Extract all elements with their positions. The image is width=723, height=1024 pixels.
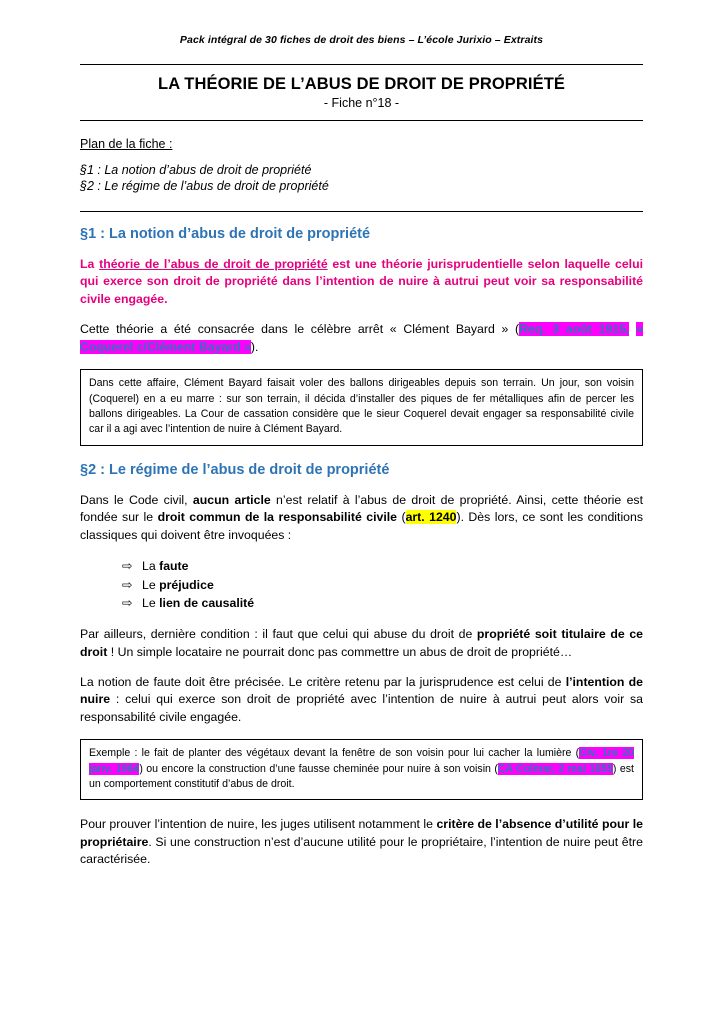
s2-p1-b: aucun article: [192, 492, 271, 507]
s2-p4-b: critère de l’absence d’utilité pour le propriétaire: [80, 817, 643, 849]
plan-heading: Plan de la fiche :: [80, 137, 173, 151]
list-item: [122, 576, 643, 595]
example-text-a: Exemple : le fait de planter des végétaux devant la fenêtre de son voisin pour lui cacher la lumière (: [89, 747, 580, 760]
case-summary-box: Dans cette affaire, Clément Bayard faisait voler des ballons dirigeables depuis son terrain. Un jour, son voisin (Coquerel) en a eu marre : sur son terrain, il décida d’installer des piques de fer métalliques afin de percer les ballons dirigeables. La Cour de cassation considère que le sieur Coquerel devait engager sa responsabilité civile car il a agi avec l’intention de nuire à Clément Bayard.: [80, 369, 643, 445]
case-reference-2a: Civ. 1re 20: [579, 747, 634, 760]
case-reference-1b: « Coquerel c/Clément Bayard »: [80, 322, 644, 354]
list-item: [122, 557, 643, 576]
arrow-right-icon: ⇨: [122, 559, 133, 574]
condition-2-label: préjudice: [159, 577, 214, 592]
section-1-paragraph-2: [80, 321, 643, 356]
case-reference-2b: janv. 1964: [89, 762, 140, 775]
section-2-paragraph-3: [80, 674, 643, 726]
s2-p3-a: La notion de faute doit être précisée. Le critère retenu par la jurisprudence est celui de: [80, 675, 566, 690]
plan-item-2: §2 : Le régime de l’abus de droit de propriété: [80, 179, 329, 193]
definition-lead: La: [80, 257, 100, 271]
section-1-definition: [80, 256, 643, 308]
section-2-paragraph-1: [80, 492, 643, 544]
section-1-heading: §1 : La notion d’abus de droit de propriété: [80, 226, 371, 242]
conditions-list: [80, 557, 643, 613]
s2-p3-b: l’intention de nuire: [80, 675, 643, 707]
header-divider: [80, 64, 643, 65]
article-reference: art. 1240: [405, 510, 457, 525]
para2-after: ).: [250, 339, 259, 354]
section-2-paragraph-2: [80, 626, 643, 661]
document-header-note: Pack intégral de 30 fiches de droit des biens – L’école Jurixio – Extraits: [179, 34, 544, 46]
s2-p4-a: Pour prouver l’intention de nuire, les juges utilisent notamment le: [80, 817, 437, 832]
list-item: [122, 594, 643, 613]
plan-divider: [80, 211, 643, 212]
plan-item-1: §1 : La notion d’abus de droit de propriété: [80, 163, 312, 177]
s2-p2-b: propriété soit titulaire de ce droit: [80, 627, 643, 659]
arrow-right-icon: ⇨: [122, 596, 133, 611]
s2-p2-c: ! Un simple locataire ne pourrait donc pas commettre un abus de droit de propriété…: [107, 644, 573, 659]
title-divider: [80, 120, 643, 121]
condition-3-label: lien de causalité: [159, 596, 255, 611]
condition-1-label: faute: [159, 559, 189, 574]
s2-p1-a: Dans le Code civil,: [80, 492, 193, 507]
section-2-heading: §2 : Le régime de l’abus de droit de propriété: [80, 461, 390, 478]
s2-p1-e: (: [397, 510, 406, 525]
example-box: [80, 739, 643, 800]
example-text-b: ) ou encore la construction d’une fausse cheminée pour nuire à son voisin (: [139, 762, 498, 775]
definition-rest: est une théorie jurisprudentielle selon laquelle celui qui exerce son droit de propriété dans l’intention de nuire à autrui peut voir sa responsabilité civile engagée.: [80, 257, 643, 306]
condition-1-prefix: La: [142, 559, 160, 574]
s2-p1-d: droit commun de la responsabilité civile: [157, 510, 398, 525]
case-reference-3: CA Colmar, 2 mai 1855: [497, 762, 613, 775]
section-2-paragraph-4: [80, 816, 643, 868]
definition-underlined: théorie de l’abus de droit de propriété: [99, 257, 328, 271]
s2-p3-c: : celui qui exerce son droit de propriété avec l’intention de nuire à autrui peut alors voir sa responsabilité civile engagée.: [80, 692, 643, 724]
condition-3-prefix: Le: [142, 596, 160, 611]
arrow-right-icon: ⇨: [122, 577, 133, 592]
s2-p2-a: Par ailleurs, dernière condition : il faut que celui qui abuse du droit de: [80, 627, 477, 642]
example-text-c: ) est un comportement constitutif d’abus de droit.: [89, 762, 634, 791]
case-reference-1a: Req. 3 août 1915,: [519, 322, 630, 337]
condition-2-prefix: Le: [142, 577, 160, 592]
s2-p4-c: . Si une construction n’est d’aucune utilité pour le propriétaire, l’intention de nuire peut être caractérisée.: [80, 834, 643, 867]
s2-p1-c: n’est relatif à l’abus de droit de propriété. Ainsi, cette théorie est fondée sur le: [80, 492, 643, 525]
para2-before: Cette théorie a été consacrée dans le célèbre arrêt « Clément Bayard » (: [80, 322, 520, 337]
page-title: LA THÉORIE DE L’ABUS DE DROIT DE PROPRIÉTÉ: [158, 75, 565, 93]
s2-p1-f: ). Dès lors, ce sont les conditions classiques qui doivent être invoquées :: [80, 510, 643, 542]
page-subtitle: - Fiche n°18 -: [323, 96, 400, 110]
